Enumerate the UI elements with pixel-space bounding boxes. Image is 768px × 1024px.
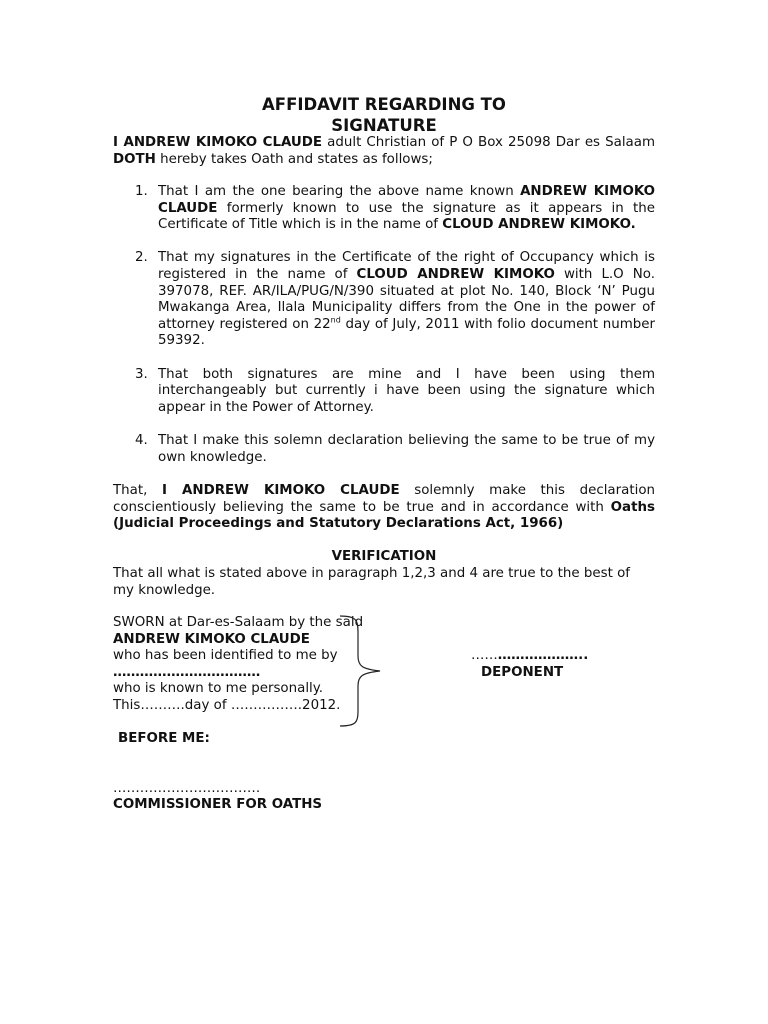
known-line: who is known to me personally.: [113, 681, 324, 696]
sworn-name: ANDREW KIMOKO CLAUDE: [113, 632, 310, 647]
identifier-blank: ……………………………: [113, 665, 261, 680]
statement-list: [113, 184, 655, 483]
curly-brace-icon: [338, 614, 386, 728]
document-title-line2: SIGNATURE: [331, 116, 437, 135]
before-me-label: BEFORE ME:: [118, 731, 210, 746]
verification-heading: VERIFICATION: [331, 549, 437, 564]
declaration-paragraph: That, I ANDREW KIMOKO CLAUDE solemnly make this declaration conscientiously believing the same to be true and in accordance with Oaths (Judicial Proceedings and Statutory Declarations Act, 1966): [113, 483, 655, 532]
intro-paragraph: I ANDREW KIMOKO CLAUDE adult Christian of P O Box 25098 Dar es Salaam DOTH hereby takes Oath and states as follows;: [113, 135, 656, 167]
verification-text: That all what is stated above in paragraph 1,2,3 and 4 are true to the best of my knowledge.: [113, 566, 630, 598]
sworn-line: SWORN at Dar-es-Salaam by the said: [113, 615, 364, 630]
deponent-name: I ANDREW KIMOKO CLAUDE: [113, 135, 323, 150]
commissioner-signature-line: ……………………………: [113, 781, 261, 796]
identified-line: who has been identified to me by: [113, 648, 338, 663]
commissioner-label: COMMISSIONER FOR OATHS: [113, 797, 323, 812]
list-item: 2. That my signatures in the Certificate of the right of Occupancy which is registered in the name of CLOUD ANDREW KIMOKO with L.O No. 397078, REF. AR/ILA/PUG/N/390 situated at plot No. 140, Block ‘N’ Pugu Mwakanga Area, Ilala Municipality differs from the One in the power of attorney registered on 22nd day of July, 2011 with folio document number 59392.: [135, 250, 656, 349]
deponent-signature-line: ……………………..: [471, 648, 589, 663]
list-item: 4. That I make this solemn declaration believing the same to be true of my own knowledge.: [135, 432, 655, 465]
date-line: This……….day of …………….2012.: [113, 698, 341, 713]
document-title-line1: AFFIDAVIT REGARDING TO: [262, 95, 506, 114]
list-item: 3. That both signatures are mine and I have been using them interchangeably but currently i have been using the signature which appear in the Power of Attorney.: [135, 366, 655, 415]
deponent-label: DEPONENT: [481, 665, 564, 680]
list-item: 1. That I am the one bearing the above name known ANDREW KIMOKO CLAUDE formerly known to use the signature as it appears in the Certificate of Title which is in the name of CLOUD ANDREW KIMOKO.: [135, 184, 655, 233]
